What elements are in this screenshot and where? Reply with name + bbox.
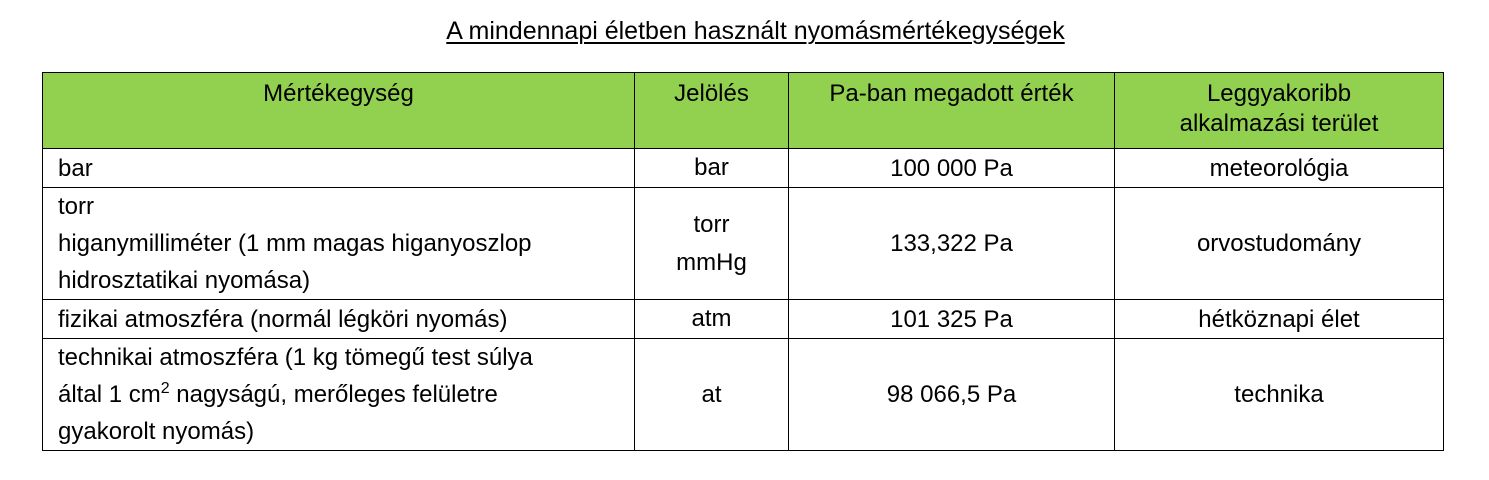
unit-description-text: által 1 cm [58, 381, 161, 408]
symbol-cell [635, 300, 789, 339]
unit-cell [43, 188, 635, 300]
pa-value-cell: 98 066,5 Pa [789, 339, 1115, 451]
unit-cell [43, 339, 635, 451]
unit-symbol: atm [691, 305, 732, 332]
table-header-row [43, 73, 1444, 149]
column-header-unit: Mértékegység [43, 73, 635, 149]
table-row [43, 339, 1444, 451]
unit-name: torr [58, 193, 94, 220]
unit-name: bar [58, 154, 93, 182]
column-header-symbol: Jelölés [635, 73, 789, 149]
application-area-cell: orvostudomány [1115, 188, 1444, 300]
pa-value-cell: 100 000 Pa [789, 149, 1115, 188]
unit-name: fizikai atmoszféra (normál légköri nyomás) [58, 305, 508, 333]
application-area-cell: technika [1115, 339, 1444, 451]
unit-symbol: bar [694, 154, 729, 181]
unit-cell [43, 300, 635, 339]
table-row [43, 300, 1444, 339]
pressure-units-table [42, 72, 1444, 451]
symbol-cell [635, 188, 789, 300]
unit-symbol: at [701, 380, 722, 408]
unit-description: gyakorolt nyomás) [58, 418, 255, 445]
unit-name: technikai atmoszféra (1 kg tömegű test súlya [58, 344, 533, 371]
pa-value-cell: 133,322 Pa [789, 188, 1115, 300]
unit-cell [43, 149, 635, 188]
table-row [43, 188, 1444, 300]
column-header-pa-value: Pa-ban megadott érték [789, 73, 1115, 149]
column-header-application-area-line-2: alkalmazási terület [1179, 110, 1379, 137]
symbol-cell [635, 339, 789, 451]
unit-symbol: torr [693, 210, 730, 238]
unit-description: hidrosztatikai nyomása) [58, 267, 311, 294]
symbol-cell [635, 149, 789, 188]
application-area-cell: meteorológia [1115, 149, 1444, 188]
unit-symbol: mmHg [676, 248, 747, 276]
pa-value-cell: 101 325 Pa [789, 300, 1115, 339]
column-header-application-area-line-1: Leggyakoribb [1206, 80, 1352, 107]
unit-description [58, 376, 628, 413]
column-header-application-area [1115, 73, 1444, 149]
superscript-exponent: 2 [160, 380, 170, 397]
unit-description: higanymilliméter (1 mm magas higanyoszlop [58, 230, 532, 257]
page-title: A mindennapi életben használt nyomásmértékegységek [446, 17, 1065, 45]
application-area-cell: hétköznapi élet [1115, 300, 1444, 339]
unit-description-text: nagyságú, merőleges felületre [169, 381, 498, 408]
table-row [43, 149, 1444, 188]
